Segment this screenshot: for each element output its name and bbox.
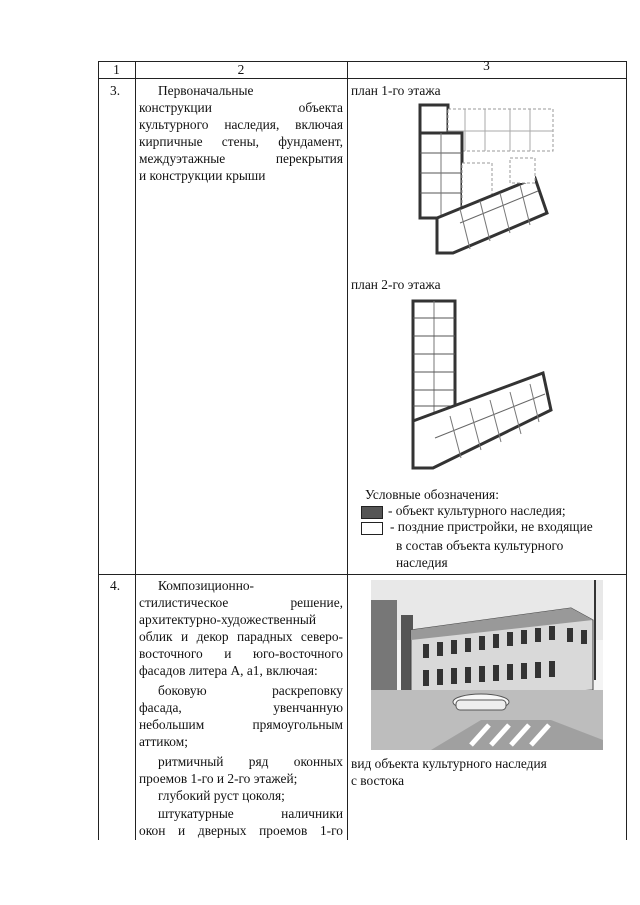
legend-light-label-1: - поздние пристройки, не входящие bbox=[390, 519, 593, 534]
building-photo bbox=[371, 580, 603, 750]
row4-line-8: фасада, увенчанную bbox=[139, 700, 343, 715]
row3-line-2: конструкции объекта bbox=[139, 100, 343, 115]
col2-right-border bbox=[347, 61, 348, 840]
row4-line-6: фасадов литера А, а1, включая: bbox=[139, 663, 318, 678]
legend-light-swatch bbox=[361, 522, 383, 535]
row3-bottom-border bbox=[98, 574, 627, 575]
table-left-border bbox=[98, 61, 99, 840]
photo-caption-line-1: вид объекта культурного наследия bbox=[351, 756, 547, 771]
row4-line-10: аттиком; bbox=[139, 734, 188, 749]
row4-line-1: Композиционно- bbox=[158, 578, 255, 593]
header-col-3: 3 bbox=[483, 58, 490, 73]
row4-line-7: боковую раскреповку bbox=[158, 683, 343, 698]
floor-plan-1-image bbox=[415, 103, 555, 261]
row4-line-14: штукатурные наличники bbox=[158, 806, 343, 821]
legend-dark-label: - объект культурного наследия; bbox=[388, 503, 566, 518]
row4-line-9: небольшим прямоугольным bbox=[139, 717, 343, 732]
header-col-2: 2 bbox=[237, 62, 245, 77]
legend-title: Условные обозначения: bbox=[365, 487, 499, 502]
row4-line-3: архитектурно-художественный bbox=[139, 612, 317, 627]
row4-line-2: стилистическое решение, bbox=[139, 595, 343, 610]
row3-line-4: кирпичные стены, фундамент, bbox=[139, 134, 343, 149]
header-bottom-border bbox=[98, 78, 627, 79]
row3-line-5: междуэтажные перекрытия bbox=[139, 151, 343, 166]
row3-line-6: и конструкции крыши bbox=[139, 168, 266, 183]
row4-line-13: глубокий руст цоколя; bbox=[158, 788, 285, 803]
plan1-caption: план 1-го этажа bbox=[351, 83, 441, 98]
legend-light-label-3: наследия bbox=[396, 555, 448, 570]
row3-line-1: Первоначальные bbox=[158, 83, 254, 98]
row4-line-5: восточного и юго-восточного bbox=[139, 646, 343, 661]
row4-number: 4. bbox=[110, 578, 121, 593]
row3-number: 3. bbox=[110, 83, 121, 98]
row4-line-4: облик и декор парадных северо- bbox=[139, 629, 343, 644]
row4-line-11: ритмичный ряд оконных bbox=[158, 754, 343, 769]
row4-line-12: проемов 1-го и 2-го этажей; bbox=[139, 771, 298, 786]
plan2-caption: план 2-го этажа bbox=[351, 277, 441, 292]
table-right-border bbox=[626, 61, 627, 840]
floor-plan-2-image bbox=[405, 298, 555, 474]
photo-caption-line-2: с востока bbox=[351, 773, 405, 788]
col1-right-border bbox=[135, 61, 136, 840]
row3-line-3: культурного наследия, включая bbox=[139, 117, 343, 132]
legend-dark-swatch bbox=[361, 506, 383, 519]
row4-line-15: окон и дверных проемов 1-го bbox=[139, 823, 343, 838]
header-col-1: 1 bbox=[113, 62, 120, 77]
legend-light-label-2: в состав объекта культурного bbox=[396, 538, 564, 553]
